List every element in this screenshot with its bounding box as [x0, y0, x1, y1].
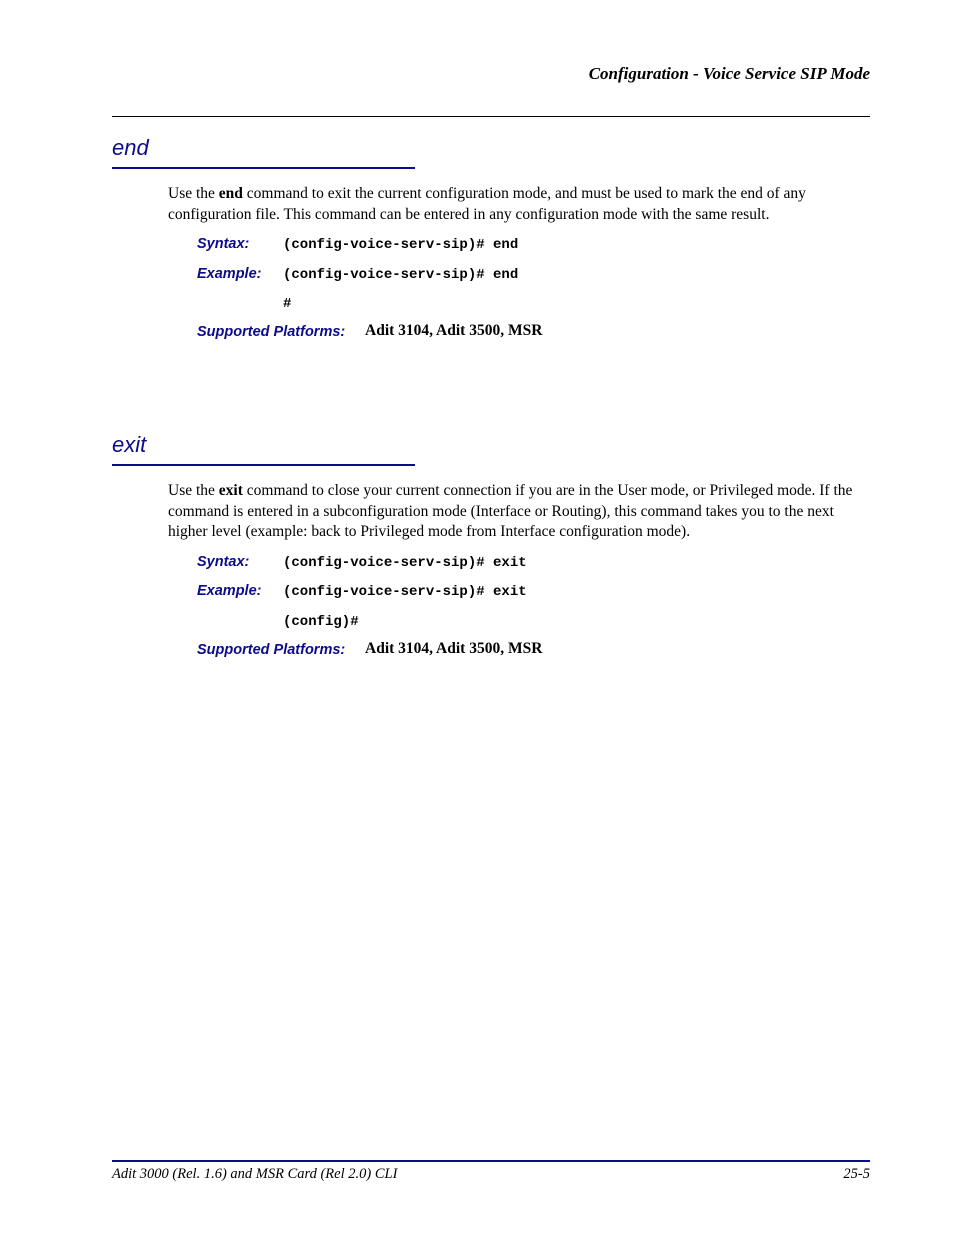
running-header: Configuration - Voice Service SIP Mode	[588, 64, 870, 83]
platforms-label: Supported Platforms:	[197, 324, 346, 340]
syntax-code: (config-voice-serv-sip)# exit	[283, 555, 527, 571]
example-label: Example:	[197, 266, 262, 282]
description-keyword: exit	[218, 482, 243, 499]
example-label: Example:	[197, 583, 262, 599]
example-code-line: (config)#	[283, 614, 359, 630]
footer-divider	[112, 1160, 870, 1162]
syntax-label: Syntax:	[197, 554, 250, 570]
footer-page-number: 25-5	[843, 1166, 870, 1182]
platforms-value: Adit 3104, Adit 3500, MSR	[365, 322, 543, 339]
description-prefix: Use the	[168, 185, 219, 202]
description-keyword: end	[218, 185, 243, 202]
example-code-line: (config-voice-serv-sip)# end	[283, 267, 519, 283]
syntax-code: (config-voice-serv-sip)# end	[283, 237, 519, 253]
section-title-exit: exit	[112, 432, 147, 457]
example-code-line: #	[283, 296, 292, 312]
example-code-line: (config-voice-serv-sip)# exit	[283, 584, 527, 600]
section-title-end: end	[112, 135, 149, 160]
description-end	[168, 184, 870, 225]
description-suffix: command to close your current connection if you are in the User mode, or Privileged mode. If the command is entered in a subconfiguration mode (Interface or Routing), this command takes you to the next higher level (example: back to Privileged mode from Interface configuration mode).	[168, 482, 853, 540]
section-divider-end	[112, 167, 415, 169]
header-divider	[112, 116, 870, 117]
platforms-label: Supported Platforms:	[197, 642, 346, 658]
description-exit	[168, 481, 870, 543]
description-prefix: Use the	[168, 482, 219, 499]
section-divider-exit	[112, 464, 415, 466]
syntax-label: Syntax:	[197, 236, 250, 252]
footer-document-title: Adit 3000 (Rel. 1.6) and MSR Card (Rel 2.0) CLI	[112, 1166, 398, 1182]
description-suffix: command to exit the current configuration mode, and must be used to mark the end of any configuration file. This command can be entered in any configuration mode with the same result.	[168, 185, 806, 223]
platforms-value: Adit 3104, Adit 3500, MSR	[365, 640, 543, 657]
